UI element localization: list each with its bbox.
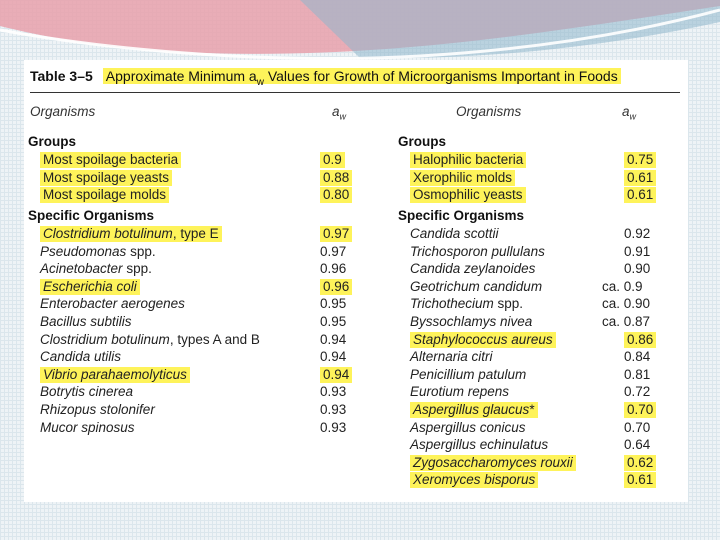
table-row-aw: 0.64	[624, 437, 651, 453]
table-row-name: Aspergillus glaucus*	[410, 402, 538, 418]
table-row-name: Alternaria citri	[410, 349, 493, 365]
table-row-aw: 0.80	[320, 187, 352, 203]
table-row-aw: 0.86	[624, 332, 656, 348]
table-row-aw: 0.70	[624, 419, 651, 435]
table-row-name: Eurotium repens	[410, 384, 510, 400]
column-header-aw: $a_w$	[332, 104, 347, 122]
table-row-name: Clostridium botulinum, type E	[40, 226, 222, 242]
table-row-name: Most spoilage yeasts	[40, 170, 172, 186]
caption-rule	[30, 92, 680, 93]
table-row-aw: 0.81	[624, 366, 651, 382]
table-row-aw: ca. 0.87	[602, 314, 651, 329]
table-row-name: Halophilic bacteria	[410, 152, 526, 168]
table-row-name: Most spoilage bacteria	[40, 152, 181, 168]
table-row-aw: 0.96	[320, 261, 347, 277]
table-row-aw: 0.91	[624, 243, 651, 259]
table-row-aw: 0.95	[320, 314, 347, 329]
table-row-aw: 0.93	[320, 384, 347, 400]
table-row-aw: 0.94	[320, 331, 347, 347]
table-row-aw: 0.9	[320, 152, 345, 168]
table-row-name: Rhizopus stolonifer	[40, 402, 155, 417]
table-row-aw: 0.93	[320, 419, 347, 435]
table-row-aw: 0.97	[320, 243, 347, 259]
table-row-name: Trichosporon pullulans	[410, 243, 545, 259]
table-row-name: Candida utilis	[40, 349, 122, 365]
table-row-aw: 0.94	[320, 367, 352, 383]
table-row-name: Most spoilage molds	[40, 187, 169, 203]
table-row-name: Zygosaccharomyces rouxii	[410, 455, 576, 471]
table-row-name: Byssochlamys nivea	[410, 314, 533, 329]
table-row-name: Botrytis cinerea	[40, 384, 134, 400]
table-row-aw: 0.84	[624, 349, 651, 365]
table-row-aw: 0.97	[320, 226, 352, 242]
table-row-name: Vibrio parahaemolyticus	[40, 367, 190, 383]
table-row-name: Penicillium patulum	[410, 366, 527, 382]
table-row-aw: 0.61	[624, 472, 656, 488]
table-title: Approximate Minimum $a_w$ Values for Growth of Microorganisms Important in Foods	[103, 68, 621, 84]
group-heading: Groups	[398, 134, 447, 149]
table-row-name: Osmophilic yeasts	[410, 187, 526, 203]
table-row-aw: 0.75	[624, 152, 656, 168]
column-header-organisms: Organisms	[456, 104, 522, 119]
table-row-name: Escherichia coli	[40, 279, 140, 295]
table-row-aw: 0.96	[320, 279, 352, 295]
table-row-name: Staphylococcus aureus	[410, 332, 556, 348]
table-row-name: Enterobacter aerogenes	[40, 296, 185, 312]
column-header-aw: $a_w$	[622, 104, 637, 122]
table-row-name: Clostridium botulinum, types A and B	[40, 331, 260, 347]
table-row-aw: 0.94	[320, 349, 347, 365]
table-row-aw: 0.70	[624, 402, 656, 418]
table-row-aw: 0.88	[320, 170, 352, 186]
table-row-name: Candida scottii	[410, 226, 499, 241]
table-row-aw: 0.90	[624, 261, 651, 277]
table-row-aw: 0.95	[320, 296, 347, 312]
table-row-name: Bacillus subtilis	[40, 314, 132, 329]
table-label: Table 3–5	[30, 68, 93, 84]
table-row-aw: 0.93	[320, 402, 347, 417]
group-heading: Groups	[28, 134, 77, 149]
table-row-aw: 0.61	[624, 187, 656, 203]
table-row-aw: ca. 0.90	[602, 296, 651, 312]
table-row-name: Xeromyces bisporus	[410, 472, 538, 488]
table-row-name: Trichothecium spp.	[410, 296, 524, 312]
specific-heading: Specific Organisms	[28, 208, 155, 223]
table-row-name: Aspergillus conicus	[410, 419, 526, 435]
table-document	[24, 60, 688, 502]
table-row-aw: ca. 0.9	[602, 278, 643, 294]
table-row-name: Aspergillus echinulatus	[410, 437, 549, 453]
table-row-name: Pseudomonas spp.	[40, 243, 156, 259]
table-row-aw: 0.62	[624, 455, 656, 471]
table-row-name: Xerophilic molds	[410, 170, 515, 186]
specific-heading: Specific Organisms	[398, 208, 525, 223]
table-caption	[30, 68, 621, 88]
table-row-name: Acinetobacter spp.	[40, 261, 152, 277]
table-row-aw: 0.61	[624, 170, 656, 186]
table-row-aw: 0.72	[624, 384, 651, 400]
table-row-aw: 0.92	[624, 226, 651, 241]
table-row-name: Candida zeylanoides	[410, 261, 536, 277]
column-header-organisms: Organisms	[30, 104, 96, 119]
table-row-name: Geotrichum candidum	[410, 278, 543, 294]
table-row-name: Mucor spinosus	[40, 419, 135, 435]
